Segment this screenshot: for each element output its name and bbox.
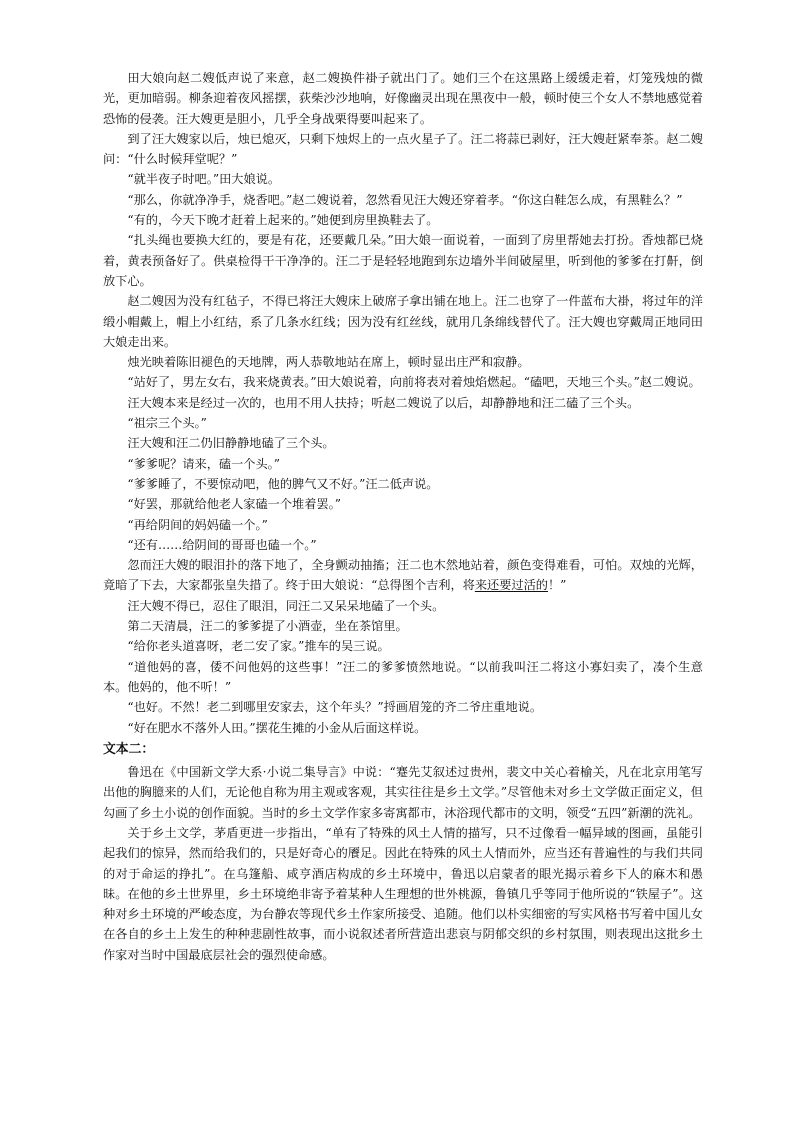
text-one-paragraph	[103, 372, 703, 392]
text-one-paragraph	[103, 190, 703, 210]
paragraph-text: 汪大嫂本来是经过一次的，也用不用人扶持；听赵二嫂说了以后，却静静地和汪二磕了三个头。	[127, 395, 640, 410]
paragraph-text: 忽而汪大嫂的眼泪扑的落下地了，全身颤动抽搐；汪二也木然地站着，颜色变得难看，可怕。双烛的光辉，竟暗了下去，大家都张皇失措了。终于田大娘说：“总得图个吉利，将	[103, 558, 703, 593]
text-one-paragraph	[103, 515, 703, 535]
paragraph-text: “那么，你就净净手，烧香吧。”赵二嫂说着，忽然看见汪大嫂还穿着孝。“你这白鞋怎么成，有黑鞋么？”	[127, 192, 683, 207]
text-one-paragraph	[103, 433, 703, 453]
paragraph-text: 赵二嫂因为没有红毡子，不得已将汪大嫂床上破席子拿出铺在地上。汪二也穿了一件蓝布大褂，将过年的洋缎小帽戴上，帽上小红结，系了几条水红线；因为没有红丝线，就用几条绵线替代了。汪大嫂也穿戴周正地同田大娘走出来。	[103, 294, 703, 349]
text-one-paragraph	[103, 454, 703, 474]
paragraph-text: “祖宗三个头。”	[127, 416, 207, 431]
text-one-paragraph	[103, 210, 703, 230]
paragraph-text: “再给阴间的妈妈磕一个。”	[127, 517, 268, 532]
text-one-paragraph	[103, 636, 703, 656]
text-one-paragraph	[103, 68, 703, 129]
paragraph-text: “还有……给阴间的哥哥也磕一个。”	[127, 537, 317, 552]
text-one-paragraph	[103, 352, 703, 372]
paragraph-text: 汪大嫂和汪二仍旧静静地磕了三个头。	[127, 436, 335, 451]
paragraph-text: 烛光映着陈旧褪色的天地牌，两人恭敬地站在席上，顿时显出庄严和寂静。	[127, 355, 530, 370]
text-one-paragraph	[103, 393, 703, 413]
text-two-paragraph: 鲁迅在《中国新文学大系·小说二集导言》中说：“蹇先艾叙述过贵州，裴文中关心着榆关，凡在北京用笔写出他的胸臆来的人们，无论他自称为用主观或客观，其实往往是乡土文学。”尽管他未对乡土文学做正面定义，但勾画了乡土小说的创作面貌。当时的乡土文学作家多寄寓都市，沐浴现代都市的文明，领受“五四”新潮的洗礼。	[103, 765, 703, 820]
text-one-paragraph	[103, 494, 703, 514]
paragraph-text: “就半夜子时吧。”田大娘说。	[127, 172, 281, 187]
paragraph-text: “也好。不然！老二到哪里安家去，这个年头？”捋画眉笼的齐二爷庄重地说。	[127, 700, 543, 715]
text-one-paragraph	[103, 169, 703, 189]
text-one-paragraph	[103, 129, 703, 170]
text-one-paragraph	[103, 657, 703, 698]
text-two-section	[103, 762, 703, 965]
paragraph-text: 田大娘向赵二嫂低声说了来意，赵二嫂换件褂子就出门了。她们三个在这黑路上缓缓走着，灯笼残烛的微光，更加暗弱。柳条迎着夜风摇摆，荻柴沙沙地响，好像幽灵出现在黑夜中一般，顿时使三个女人不禁地感觉着恐怖的侵袭。汪大嫂更是胆小，几乎全身战栗得要叫起来了。	[103, 71, 703, 126]
text-one-paragraph	[103, 697, 703, 717]
paragraph-text: “爹爹呢？请来，磕一个头。”	[127, 456, 281, 471]
text-one-paragraph	[103, 535, 703, 555]
text-one-paragraph	[103, 616, 703, 636]
text-one-section	[103, 68, 703, 738]
text-one-paragraph	[103, 474, 703, 494]
paragraph-tail: ！”	[547, 578, 567, 593]
text-one-paragraph	[103, 413, 703, 433]
text-one-paragraph	[103, 230, 703, 291]
text-one-paragraph	[103, 718, 703, 738]
document-body	[103, 68, 703, 965]
paragraph-text: “扎头绳也要换大红的，要是有花，还要戴几朵。”田大娘一面说着，一面到了房里帮她去打扮。香烛都已烧着，黄表预备好了。供桌检得干干净净的。汪二于是轻轻地跑到东边墙外半间破屋里，听到他的爹爹在打鼾，倒放下心。	[103, 233, 703, 288]
text-two-paragraph: 关于乡土文学，茅盾更进一步指出，“单有了特殊的风土人情的描写，只不过像看一幅异域的图画，虽能引起我们的惊异，然而给我们的，只是好奇心的餍足。因此在特殊的风土人情而外，应当还有普遍性的与我们共同的对于命运的挣扎”。在乌篷船、咸亨酒店构成的乡土环境中，鲁迅以启蒙者的眼光揭示着乡下人的麻木和愚昧。在他的乡土世界里，乡土环境绝非寄予着某种人生理想的世外桃源，鲁镇几乎等同于他所说的“铁屋子”。这种对乡土环境的严峻态度，为台静农等现代乡土作家所接受、追随。他们以朴实细密的写实风格书写着中国儿女在各自的乡土上发生的种种悲剧性故事，而小说叙述者所营造出悲哀与阴郁交织的乡村氛围，则表现出这批乡土作家对当时中国最底层社会的强烈使命感。	[103, 825, 703, 962]
text-one-paragraph	[103, 291, 703, 352]
underlined-phrase: 来还要过活的	[474, 578, 548, 593]
text-one-paragraph	[103, 555, 703, 596]
paragraph-text: “道他妈的喜，倭不问他妈的这些事！”汪二的爹爹愤然地说。“以前我叫汪二将这小寡妇卖了，凑个生意本。他妈的，他不听！”	[103, 659, 703, 694]
paragraph-text: “站好了，男左女右，我来烧黄表。”田大娘说着，向前将表对着烛焰燃起。“磕吧，天地三个头。”赵二嫂说。	[127, 375, 701, 390]
paragraph-text: 汪大嫂不得已，忍住了眼泪，同汪二又呆呆地磕了一个头。	[127, 598, 445, 613]
paragraph-text: 第二天清晨，汪二的爹爹提了小酒壶，坐在茶馆里。	[127, 619, 408, 634]
paragraph-text: “好罢，那就给他老人家磕一个堆着罢。”	[127, 497, 341, 512]
paragraph-text: 到了汪大嫂家以后，烛已熄灭，只剩下烛烬上的一点火星子了。汪二将蒜已剥好，汪大嫂赶紧奉茶。赵二嫂问：“什么时候拜堂呢？”	[103, 131, 703, 167]
text-two-heading: 文本二：	[103, 741, 155, 757]
paragraph-text: “好在肥水不落外人田。”摆花生摊的小金从后面这样说。	[127, 720, 427, 735]
text-one-paragraph	[103, 596, 703, 616]
paragraph-text: “爹爹睡了，不要惊动吧，他的脾气又不好。”汪二低声说。	[127, 476, 439, 491]
paragraph-text: “给你老头道喜呀，老二安了家。”推车的吴三说。	[127, 639, 390, 654]
paragraph-text: “有的，今天下晚才赶着上起来的。”她便到房里换鞋去了。	[127, 213, 439, 228]
